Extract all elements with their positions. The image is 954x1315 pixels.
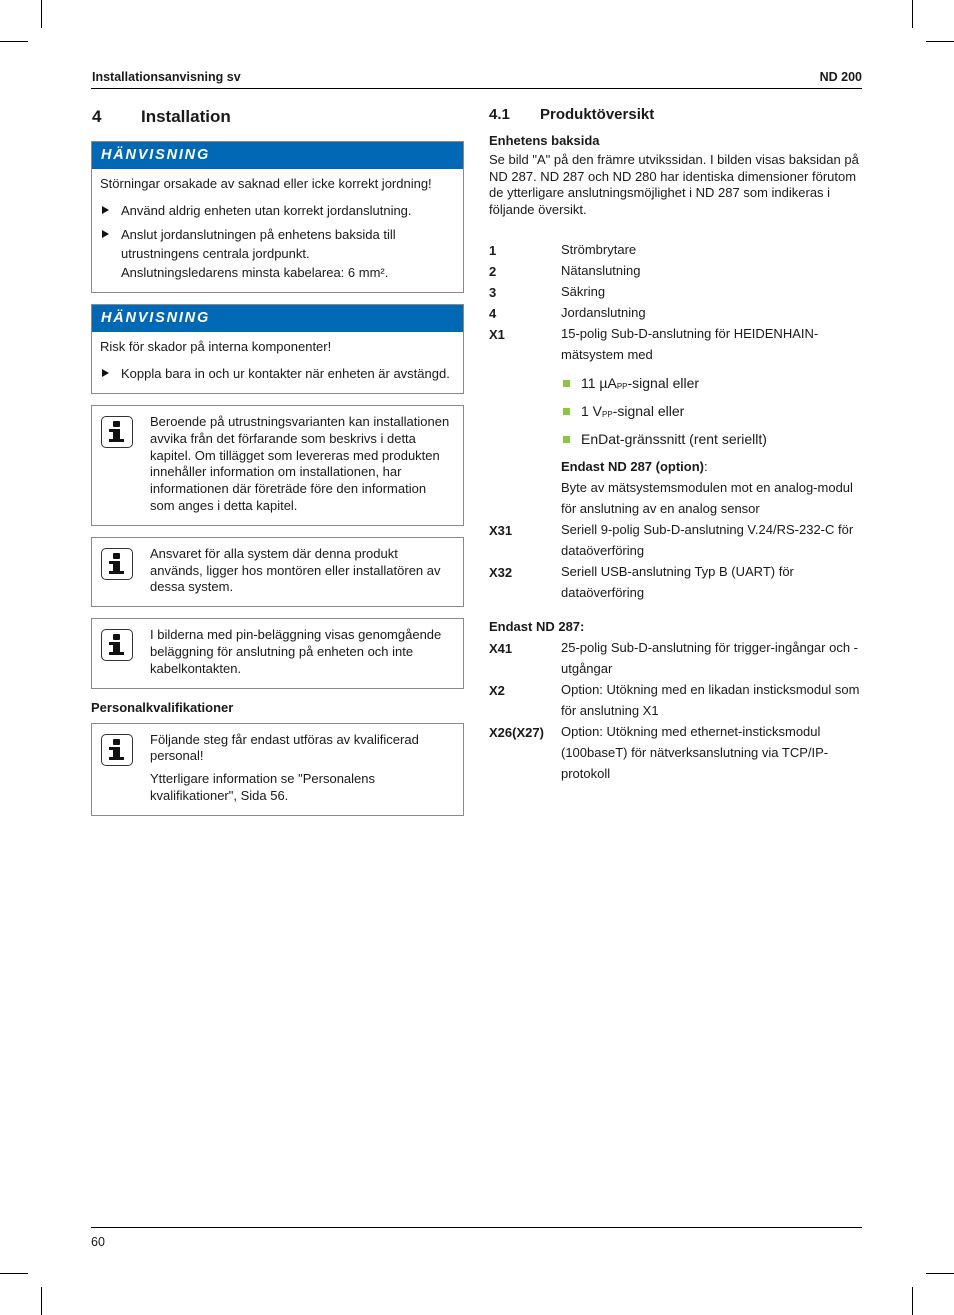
page-number: 60 — [91, 1235, 105, 1249]
section-title: Installation — [141, 107, 231, 126]
header-doc-title: Installationsanvisning sv — [92, 70, 241, 84]
notice-grounding — [91, 141, 464, 293]
crop-mark — [912, 1287, 913, 1315]
list-item: X2 Option: Utökning med en likadan insticksmodul som för anslutning X1 — [489, 681, 860, 718]
info-text: I bilderna med pin-beläggning visas genomgående beläggning för anslutning på enheten och inte kabelkontakten. — [150, 627, 442, 676]
footer-rule — [91, 1227, 862, 1228]
info-icon — [101, 734, 133, 766]
crop-mark — [926, 41, 954, 42]
triangle-bullet-icon — [102, 230, 109, 238]
list-item: X31 Seriell 9-polig Sub-D-anslutning V.24/RS-232-C för dataöverföring — [489, 521, 854, 558]
list-item: 3 Säkring — [489, 283, 606, 300]
crop-mark — [0, 41, 28, 42]
notice-bullet: Anslut jordanslutningen på enhetens baksida till utrustningens centrala jordpunkt. Anslutningsledarens minsta kabelarea: 6 mm². — [100, 225, 455, 282]
list-item: 4 Jordanslutning — [489, 304, 646, 321]
signal-item: 11 µA$_{PP}$-signal eller — [561, 371, 864, 399]
info-box — [91, 537, 464, 607]
personal-heading: Personalkvalifikationer — [91, 699, 234, 715]
crop-mark — [41, 0, 42, 28]
notice-lead: Störningar orsakade av saknad eller icke korrekt jordning! — [100, 176, 432, 191]
notice-title: HÄNVISNING — [92, 305, 463, 332]
crop-mark — [0, 1273, 28, 1274]
section-number: 4 — [92, 107, 102, 126]
signal-item: EnDat-gränssnitt (rent seriellt) — [561, 427, 864, 452]
crop-mark — [912, 0, 913, 28]
section-heading — [91, 103, 464, 131]
subsection-number: 4.1 — [489, 106, 510, 123]
intro-paragraph: Se bild "A" på den främre utvikssidan. I bilden visas baksidan på ND 287. ND 287 och ND 280 har identiska dimensioner förutom de ytterligare anslutningsmöjlighet i ND 287 som indikeras i följande översikt. — [489, 152, 859, 218]
info-box — [91, 405, 464, 526]
page-header — [91, 69, 862, 89]
green-square-bullet-icon — [563, 380, 570, 387]
subsection-heading — [489, 103, 864, 130]
info-text: Ansvaret för alla system där denna produkt används, ligger hos montören eller installatören av dessa system. — [150, 545, 441, 595]
left-column — [91, 103, 464, 816]
rear-panel-heading: Enhetens baksida — [489, 133, 600, 148]
info-text: Följande steg får endast utföras av kvalificerad personal! — [150, 731, 419, 764]
info-icon — [101, 548, 133, 580]
info-icon — [101, 416, 133, 448]
info-box — [91, 618, 464, 688]
green-square-bullet-icon — [563, 408, 570, 415]
option-text: Byte av mätsystemsmodulen mot en analog-modul för anslutning av en analog sensor — [561, 479, 853, 516]
nd287-heading: Endast ND 287: — [489, 618, 585, 634]
crop-mark — [41, 1287, 42, 1315]
notice-bullet: Använd aldrig enheten utan korrekt jordanslutning. — [100, 201, 455, 220]
list-item: 1 Strömbrytare — [489, 241, 637, 258]
triangle-bullet-icon — [102, 206, 109, 214]
list-item: X32 Seriell USB-anslutning Typ B (UART) för dataöverföring — [489, 563, 794, 600]
notice-bullet: Koppla bara in och ur kontakter när enheten är avstängd. — [100, 364, 455, 383]
info-icon — [101, 629, 133, 661]
list-item: 2 Nätanslutning — [489, 262, 641, 279]
list-item: X41 25-polig Sub-D-anslutning för trigger-ingångar och -utgångar — [489, 639, 858, 676]
signal-item: 1 $V_{PP}$-signal eller — [561, 399, 864, 427]
triangle-bullet-icon — [102, 369, 109, 377]
notice-components — [91, 304, 464, 394]
info-box-personal — [91, 723, 464, 816]
option-note: Endast ND 287 (option): — [561, 458, 708, 474]
right-column — [489, 103, 864, 784]
header-model: ND 200 — [819, 70, 862, 84]
connector-list — [489, 239, 864, 784]
list-item: X1 15-polig Sub-D-anslutning för HEIDENHAIN-mätsystem med — [489, 325, 819, 362]
subsection-title: Produktöversikt — [540, 106, 655, 123]
green-square-bullet-icon — [563, 436, 570, 443]
info-text: Beroende på utrustningsvarianten kan installationen avvika från det förfarande som beskrivs i detta kapitel. Om tillägget som levereras med produkten innehåller information om installationen, har informationen där företräde före den information som anges i detta kapitel. — [150, 414, 450, 513]
notice-lead: Risk för skador på interna komponenter! — [100, 339, 332, 354]
info-text: Ytterligare information se "Personalens kvalifikationer", Sida 56. — [150, 771, 376, 803]
notice-title: HÄNVISNING — [92, 142, 463, 169]
crop-mark — [926, 1273, 954, 1274]
list-item: X26(X27) Option: Utökning med ethernet-insticksmodul (100baseT) för nätverksanslutning via TCP/IP-protokoll — [489, 723, 829, 781]
